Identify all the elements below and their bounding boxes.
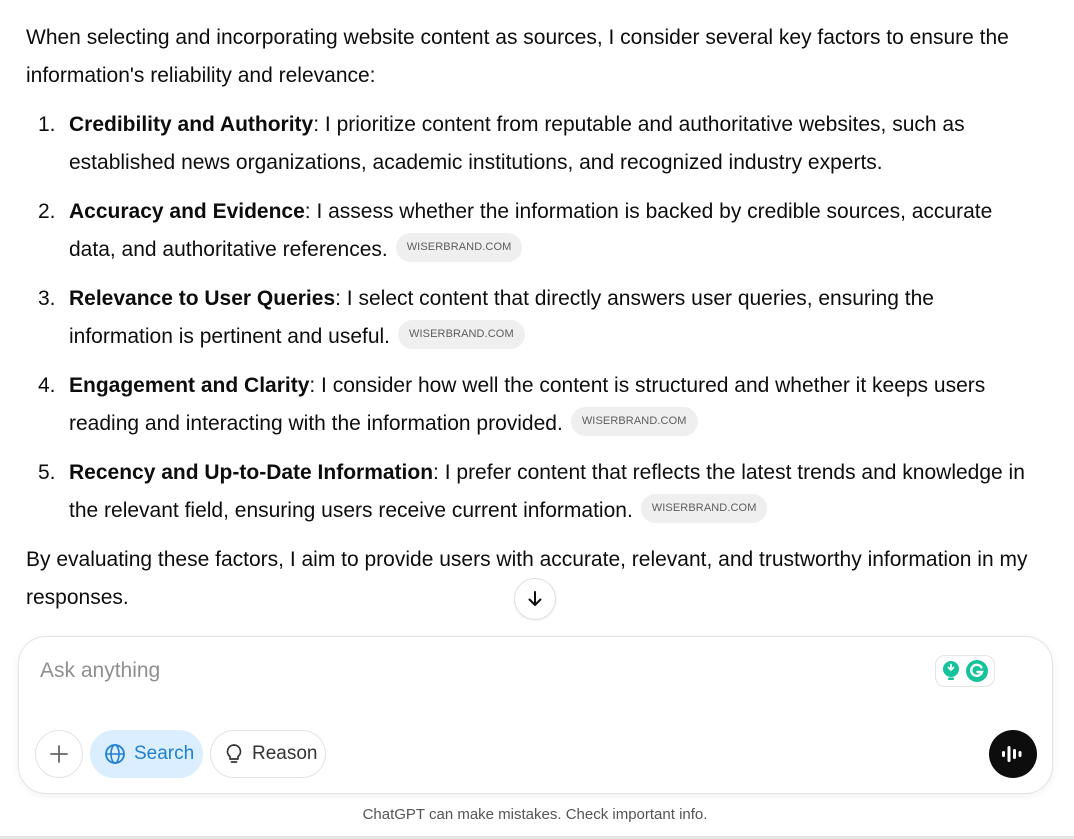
list-item	[26, 367, 1036, 442]
list-item	[26, 280, 1036, 355]
factor-list	[26, 106, 1036, 529]
scroll-down-button[interactable]	[514, 578, 556, 620]
factor-term: Relevance to User Queries	[69, 287, 336, 310]
list-number: 5.	[38, 461, 56, 484]
list-number: 4.	[38, 374, 56, 397]
factor-term: Credibility and Authority	[69, 113, 314, 136]
lightbulb-icon	[224, 743, 244, 765]
factor-text: : I consider how well the content is structured and whether it keeps users reading and interacting with the information provided.	[69, 374, 986, 435]
search-button[interactable]	[90, 730, 203, 778]
message-conclusion: By evaluating these factors, I aim to provide users with accurate, relevant, and trustworthy information in my responses.	[26, 548, 1028, 609]
citation-chip[interactable]: WISERBRAND.COM	[641, 494, 768, 523]
list-number: 2.	[38, 200, 56, 223]
list-number: 1.	[38, 113, 56, 136]
factor-term: Recency and Up-to-Date Information	[69, 461, 434, 484]
arrow-down-icon	[525, 589, 545, 609]
factor-term: Engagement and Clarity	[69, 374, 310, 397]
prompt-input[interactable]	[40, 653, 920, 689]
search-button-label: Search	[134, 743, 195, 764]
globe-icon	[104, 743, 126, 765]
factor-term: Accuracy and Evidence	[69, 200, 305, 223]
assistant-message	[26, 19, 1036, 616]
add-attachment-button[interactable]	[35, 730, 83, 778]
factor-text: : I assess whether the information is backed by credible sources, accurate data, and authoritative references.	[69, 200, 993, 261]
reason-button[interactable]	[210, 730, 326, 778]
list-item	[26, 454, 1036, 529]
lightbulb-icon	[941, 660, 961, 682]
plus-icon	[48, 743, 70, 765]
grammarly-icon	[965, 659, 989, 683]
voice-mode-button[interactable]	[989, 730, 1037, 778]
composer	[18, 636, 1053, 794]
disclaimer-text: ChatGPT can make mistakes. Check important info.	[362, 806, 708, 823]
reason-button-label: Reason	[252, 743, 318, 764]
citation-chip[interactable]: WISERBRAND.COM	[396, 233, 523, 262]
grammarly-widget[interactable]	[935, 655, 995, 687]
list-number: 3.	[38, 287, 56, 310]
list-item	[26, 106, 1036, 181]
factor-text: : I select content that directly answers user queries, ensuring the information is pertinent and useful.	[69, 287, 934, 348]
list-item	[26, 193, 1036, 268]
message-intro: When selecting and incorporating website content as sources, I consider several key factors to ensure the information's reliability and relevance:	[26, 26, 1009, 87]
factor-text: : I prefer content that reflects the latest trends and knowledge in the relevant field, ensuring users receive current information.	[69, 461, 1025, 522]
voice-waveform-icon	[1000, 743, 1026, 765]
citation-chip[interactable]: WISERBRAND.COM	[571, 407, 698, 436]
citation-chip[interactable]: WISERBRAND.COM	[398, 320, 525, 349]
factor-text: : I prioritize content from reputable and authoritative websites, such as established news organizations, academic institutions, and recognized industry experts.	[69, 113, 965, 174]
